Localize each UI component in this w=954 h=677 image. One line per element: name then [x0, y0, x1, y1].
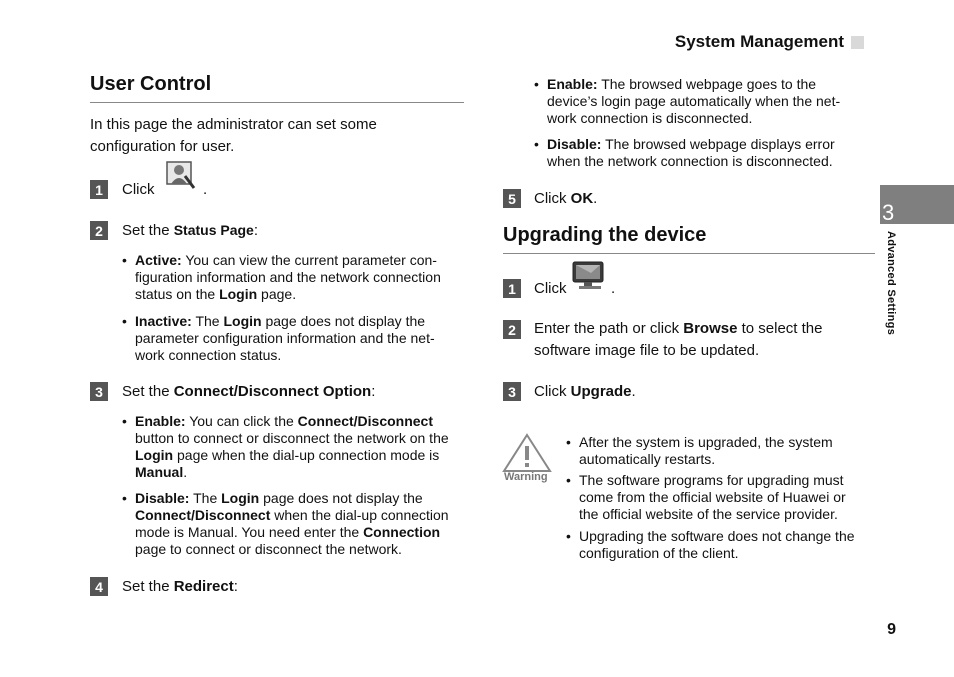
upgrade-step-2-text: Enter the path or click Browse to select the software image file to be updated. — [534, 320, 823, 359]
step-1-number: 1 — [90, 180, 108, 199]
upgrade-step-2-number: 2 — [503, 320, 521, 339]
user-control-icon — [163, 158, 197, 192]
title-divider — [90, 102, 464, 103]
status-inactive-bullet: • Inactive: The Login page does not display the parameter configuration information and the net- work connection status. — [122, 313, 435, 363]
step-5-text: Click OK. — [534, 190, 598, 207]
connect-enable-bullet: • Enable: You can click the Connect/Disconnect button to connect or disconnect the network on the Login page when the dial-up connection mode is Manual. — [122, 413, 449, 480]
warning-item-1: • After the system is upgraded, the system automatically restarts. — [566, 434, 833, 467]
upgrade-step-1-text: Click — [534, 280, 567, 297]
upgrade-monitor-icon — [571, 260, 607, 292]
section-header-title: System Management — [674, 32, 844, 51]
step-3-text: Set the Connect/Disconnect Option: — [122, 383, 376, 400]
step-2-number: 2 — [90, 221, 108, 240]
page-number: 9 — [887, 621, 896, 638]
connect-disable-bullet: • Disable: The Login page does not display the Connect/Disconnect when the dial-up connection mode is Manual. You need enter the Connection page to connect or disconnect the network. — [122, 490, 449, 557]
intro-paragraph: In this page the administrator can set some configuration for user. — [90, 116, 377, 155]
chapter-label: Advanced Settings — [885, 231, 897, 336]
header-marker-square — [851, 36, 864, 49]
warning-item-2: • The software programs for upgrading must come from the official website of Huawei or the official website of the service provider. — [566, 472, 846, 522]
upgrading-divider — [503, 253, 875, 254]
step-2-text: Set the Status Page: — [122, 222, 259, 239]
step-4-number: 4 — [90, 577, 108, 596]
step-1-period: . — [203, 181, 208, 198]
chapter-number: 3 — [882, 200, 895, 225]
upgrade-step-3-text: Click Upgrade. — [534, 383, 636, 400]
upgrade-step-1-number: 1 — [503, 279, 521, 298]
step-3-number: 3 — [90, 382, 108, 401]
redirect-enable-bullet: • Enable: The browsed webpage goes to the device’s login page automatically when the net- work connection is disconnected. — [534, 76, 841, 126]
redirect-disable-bullet: • Disable: The browsed webpage displays error when the network connection is disconnected. — [534, 136, 835, 169]
upgrading-title: Upgrading the device — [503, 224, 707, 246]
user-control-title: User Control — [90, 73, 212, 95]
status-active-bullet: • Active: You can view the current parameter con- figuration information and the network connection status on the Login page. — [122, 252, 441, 302]
step-4-text: Set the Redirect: — [122, 578, 238, 595]
upgrade-step-3-number: 3 — [503, 382, 521, 401]
warning-label: Warning — [504, 471, 548, 483]
upgrade-step-1-period: . — [611, 280, 616, 297]
warning-item-3: • Upgrading the software does not change the configuration of the client. — [566, 528, 855, 561]
step-5-number: 5 — [503, 189, 521, 208]
warning-icon — [502, 433, 552, 473]
step-1-text: Click — [122, 181, 155, 198]
